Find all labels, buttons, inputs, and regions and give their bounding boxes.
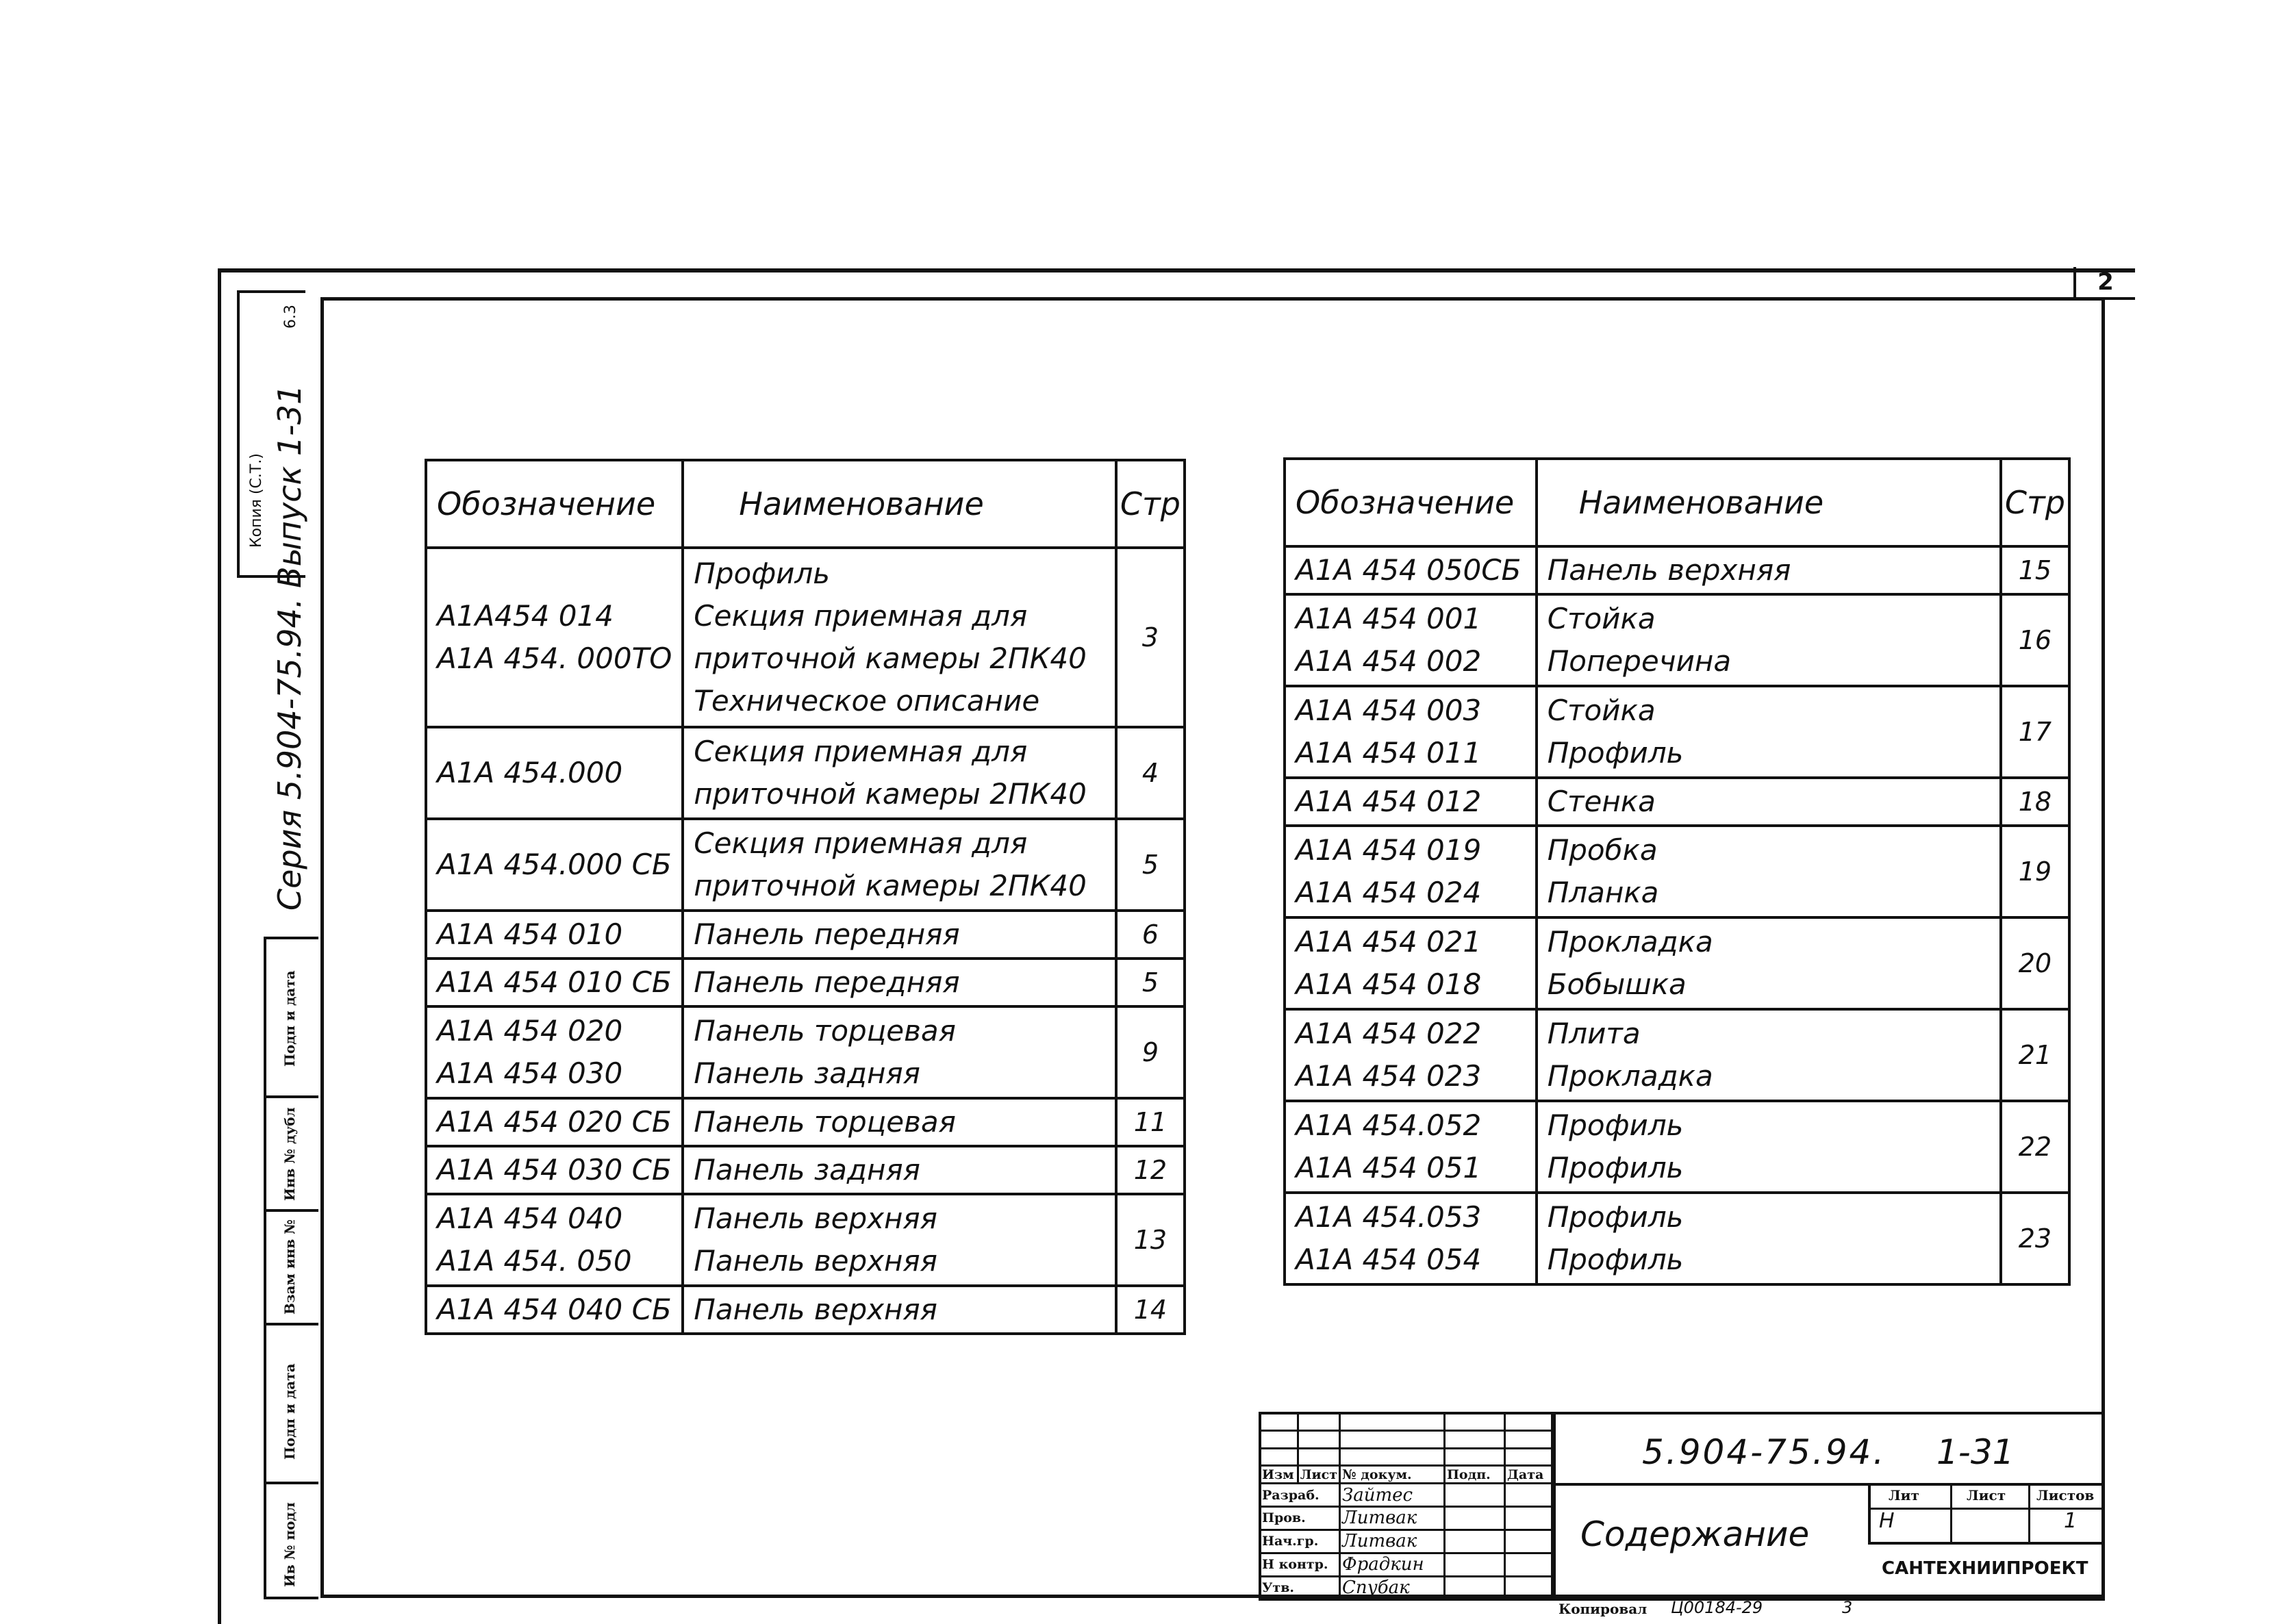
name-text: Профиль — [1547, 1108, 1684, 1142]
cell-designation — [426, 727, 683, 819]
name-text: Профиль — [1547, 1243, 1684, 1276]
cell-page: 22 — [2001, 1101, 2069, 1193]
sheets-label: Листов — [2036, 1487, 2095, 1504]
cell-designation — [426, 911, 683, 959]
cell-name — [1537, 686, 2001, 778]
header-name: Наименование — [683, 460, 1116, 548]
role-date — [1504, 1484, 1552, 1507]
document-code: 5.904-75.94. — [1642, 1432, 1886, 1472]
name-text: Стойка — [1547, 602, 1656, 635]
cell-name — [1537, 778, 2001, 826]
stamp-box-3 — [264, 1209, 318, 1325]
designation-text: А1А 454 021 — [1296, 925, 1482, 959]
role-name: Литвак — [1340, 1530, 1445, 1553]
cell-page: 19 — [2001, 826, 2069, 917]
role-signature — [1444, 1576, 1504, 1599]
cell-page: 6 — [1116, 911, 1185, 959]
designation-text: А1А 454 030 СБ — [437, 1153, 672, 1187]
cell-page: 15 — [2001, 546, 2069, 594]
name-text: Панель передняя — [694, 965, 960, 999]
footer-format: 3 — [1842, 1598, 1853, 1617]
designation-text: А1А 454 018 — [1296, 967, 1482, 1001]
designation-text: А1А 454 020 — [437, 1014, 623, 1048]
role-row — [1260, 1507, 1552, 1530]
name-text: Секция приемная для — [694, 735, 1028, 768]
document-suffix: 1-31 — [1936, 1432, 2015, 1472]
cell-page: 17 — [2001, 686, 2069, 778]
role-label: Разраб. — [1260, 1484, 1340, 1507]
stamp-label-1: Подп и дата — [281, 970, 298, 1067]
cell-name — [683, 1146, 1116, 1194]
name-text: Панель торцевая — [694, 1014, 956, 1048]
cell-designation — [1285, 778, 1537, 826]
cell-designation — [426, 1006, 683, 1098]
cell-page: 12 — [1116, 1146, 1185, 1194]
designation-text: А1А 454 040 СБ — [437, 1293, 672, 1326]
stamp-label-5: Ив № подл — [281, 1502, 298, 1587]
cell-page: 13 — [1116, 1194, 1185, 1286]
stamp-box-4 — [264, 1323, 318, 1484]
sheet-number: 2 — [2073, 267, 2135, 300]
table-row — [426, 548, 1185, 727]
name-text: Панель верхняя — [694, 1293, 937, 1326]
cell-name — [683, 1286, 1116, 1334]
role-signature — [1444, 1507, 1504, 1530]
table-header-row — [426, 460, 1185, 548]
name-text: Профиль — [1547, 736, 1684, 770]
role-row — [1260, 1530, 1552, 1553]
cell-page: 5 — [1116, 819, 1185, 911]
designation-text: А1А 454 011 — [1296, 736, 1482, 770]
table-row — [426, 727, 1185, 819]
role-label: Утв. — [1260, 1576, 1340, 1599]
role-row — [1260, 1576, 1552, 1599]
stamp-box-2 — [264, 1095, 318, 1212]
cell-designation — [426, 819, 683, 911]
name-text: приточной камеры 2ПК40 — [694, 642, 1087, 675]
name-text: Стенка — [1547, 785, 1656, 818]
name-text: Профиль — [1547, 1200, 1684, 1234]
cell-name — [683, 1194, 1116, 1286]
table-row — [1285, 778, 2069, 826]
header-page: Стр — [2001, 459, 2069, 546]
cell-page: 16 — [2001, 594, 2069, 686]
col-list: Лист — [1298, 1466, 1339, 1484]
designation-text: А1А 454 010 СБ — [437, 965, 672, 999]
cell-name — [1537, 546, 2001, 594]
table-row — [1285, 917, 2069, 1009]
cell-page: 23 — [2001, 1193, 2069, 1284]
cell-page: 4 — [1116, 727, 1185, 819]
cell-page: 5 — [1116, 959, 1185, 1006]
cell-name — [683, 1098, 1116, 1146]
cell-page: 3 — [1116, 548, 1185, 727]
cell-name — [1537, 1101, 2001, 1193]
cell-designation — [1285, 1009, 1537, 1101]
designation-text: А1А 454 051 — [1296, 1151, 1482, 1184]
name-text: Техническое описание — [694, 684, 1040, 718]
header-designation: Обозначение — [1285, 459, 1537, 546]
outer-frame-left — [218, 268, 221, 1624]
lit-col-line-1 — [1950, 1483, 1952, 1545]
name-text: Планка — [1547, 876, 1659, 909]
header-page: Стр — [1116, 460, 1185, 548]
role-signature — [1444, 1553, 1504, 1576]
name-text: Панель верхняя — [694, 1202, 937, 1235]
name-text: Панель торцевая — [694, 1105, 956, 1139]
role-date — [1504, 1530, 1552, 1553]
cell-designation — [426, 1098, 683, 1146]
cell-name — [683, 819, 1116, 911]
sheets-value: 1 — [2064, 1509, 2078, 1533]
designation-text: А1А 454.052 — [1296, 1108, 1482, 1142]
cell-designation — [1285, 546, 1537, 594]
role-label: Пров. — [1260, 1507, 1340, 1530]
copy-number: 6.3 — [282, 305, 299, 329]
name-text: Секция приемная для — [694, 599, 1028, 633]
designation-text: А1А 454 050СБ — [1296, 553, 1522, 587]
role-row — [1260, 1484, 1552, 1507]
name-text: приточной камеры 2ПК40 — [694, 869, 1087, 902]
cell-designation — [1285, 1101, 1537, 1193]
cell-name — [1537, 1193, 2001, 1284]
name-text: Стойка — [1547, 694, 1656, 727]
table-row — [426, 959, 1185, 1006]
cell-name — [1537, 1009, 2001, 1101]
cell-designation — [1285, 826, 1537, 917]
cell-name — [683, 548, 1116, 727]
cell-designation — [426, 1146, 683, 1194]
stamp-label-4: Подп и дата — [281, 1363, 298, 1460]
role-signature — [1444, 1530, 1504, 1553]
cell-designation — [1285, 1193, 1537, 1284]
role-name: Фрадкин — [1340, 1553, 1445, 1576]
name-text: Поперечина — [1547, 644, 1732, 678]
table-body-right — [1285, 546, 2069, 1284]
header-name: Наименование — [1537, 459, 2001, 546]
cell-name — [1537, 826, 2001, 917]
name-text: приточной камеры 2ПК40 — [694, 777, 1087, 811]
cell-page: 20 — [2001, 917, 2069, 1009]
role-signature — [1444, 1484, 1504, 1507]
cell-designation — [426, 1286, 683, 1334]
cell-designation — [426, 1194, 683, 1286]
table-row — [1285, 686, 2069, 778]
table-row — [1285, 594, 2069, 686]
role-label: Н контр. — [1260, 1553, 1340, 1576]
role-name: Спубак — [1340, 1576, 1445, 1599]
contents-table-right — [1283, 457, 2071, 1286]
name-text: Панель верхняя — [1547, 553, 1791, 587]
stamp-box-1 — [264, 937, 318, 1098]
title-block — [1259, 1412, 2105, 1601]
designation-text: А1А 454 010 — [437, 917, 623, 951]
copy-label: Копия (С.Т.) — [248, 453, 265, 548]
stamp-label-3: Взам инв № — [281, 1219, 298, 1315]
cell-page: 9 — [1116, 1006, 1185, 1098]
table-row — [1285, 546, 2069, 594]
table-row — [426, 911, 1185, 959]
title-divider-v — [1553, 1412, 1556, 1601]
cell-designation — [1285, 917, 1537, 1009]
cell-name — [683, 959, 1116, 1006]
cell-name — [683, 911, 1116, 959]
outer-frame-top — [218, 268, 2135, 272]
designation-text: А1А 454. 000ТО — [437, 642, 672, 675]
revision-grid — [1259, 1412, 1553, 1601]
table-body-left — [426, 548, 1185, 1334]
designation-text: А1А 454 030 — [437, 1056, 623, 1090]
col-izm: Изм — [1260, 1466, 1298, 1484]
organization: САНТЕХНИИПРОЕКТ — [1882, 1558, 2088, 1579]
designation-text: А1А 454 001 — [1296, 602, 1482, 635]
role-name: Зайтес — [1340, 1484, 1445, 1507]
designation-text: А1А 454.053 — [1296, 1200, 1482, 1234]
cell-name — [1537, 594, 2001, 686]
footer-order: Ц00184-29 — [1671, 1598, 1763, 1617]
cell-name — [683, 1006, 1116, 1098]
cell-designation — [426, 959, 683, 1006]
designation-text: А1А 454 019 — [1296, 833, 1482, 867]
stamp-label-2: Инв № дубл — [281, 1107, 298, 1201]
designation-text: А1А 454. 050 — [437, 1244, 632, 1278]
name-text: Пробка — [1547, 833, 1658, 867]
table-row — [1285, 1193, 2069, 1284]
role-date — [1504, 1553, 1552, 1576]
name-text: Панель задняя — [694, 1056, 920, 1090]
cell-name — [683, 727, 1116, 819]
table-row — [426, 1286, 1185, 1334]
name-text: Плита — [1547, 1017, 1641, 1050]
lit-label: Лит — [1889, 1487, 1919, 1504]
table-row — [1285, 1101, 2069, 1193]
name-text: Панель задняя — [694, 1153, 920, 1187]
roles-body — [1260, 1484, 1552, 1600]
name-text: Секция приемная для — [694, 826, 1028, 860]
table-row — [426, 1006, 1185, 1098]
footer-copy-label: Копировал — [1558, 1601, 1648, 1617]
designation-text: А1А 454 002 — [1296, 644, 1482, 678]
table-row — [426, 1194, 1185, 1286]
designation-text: А1А 454.000 СБ — [437, 848, 672, 881]
role-name: Литвак — [1340, 1507, 1445, 1530]
series-text: Серия 5.904-75.94. Выпуск 1-31 — [271, 384, 308, 911]
lit-value: Н — [1879, 1509, 1895, 1533]
role-label: Нач.гр. — [1260, 1530, 1340, 1553]
role-row — [1260, 1553, 1552, 1576]
col-doc: № докум. — [1340, 1466, 1445, 1484]
document-title: Содержание — [1580, 1514, 1810, 1554]
header-designation: Обозначение — [426, 460, 683, 548]
name-text: Бобышка — [1547, 967, 1687, 1001]
cell-page: 18 — [2001, 778, 2069, 826]
table-row — [426, 819, 1185, 911]
cell-designation — [426, 548, 683, 727]
designation-text: А1А 454 023 — [1296, 1059, 1482, 1093]
designation-text: А1А 454 040 — [437, 1202, 623, 1235]
designation-text: А1А454 014 — [437, 599, 614, 633]
col-sign: Подп. — [1444, 1466, 1504, 1484]
cell-page: 14 — [1116, 1286, 1185, 1334]
cell-page: 21 — [2001, 1009, 2069, 1101]
designation-text: А1А 454 054 — [1296, 1243, 1482, 1276]
designation-text: А1А 454 003 — [1296, 694, 1482, 727]
cell-page: 11 — [1116, 1098, 1185, 1146]
role-date — [1504, 1507, 1552, 1530]
cell-designation — [1285, 594, 1537, 686]
lit-col-line-2 — [2028, 1483, 2030, 1545]
name-text: Прокладка — [1547, 925, 1713, 959]
name-text: Профиль — [694, 557, 831, 590]
table-row — [426, 1146, 1185, 1194]
cell-designation — [1285, 686, 1537, 778]
table-row — [426, 1098, 1185, 1146]
table-header-row — [1285, 459, 2069, 546]
role-date — [1504, 1576, 1552, 1599]
designation-text: А1А 454 024 — [1296, 876, 1482, 909]
designation-text: А1А 454 020 СБ — [437, 1105, 672, 1139]
name-text: Панель передняя — [694, 917, 960, 951]
name-text: Профиль — [1547, 1151, 1684, 1184]
name-text: Панель верхняя — [694, 1244, 937, 1278]
table-row — [1285, 1009, 2069, 1101]
name-text: Прокладка — [1547, 1059, 1713, 1093]
designation-text: А1А 454.000 — [437, 756, 623, 789]
stamp-box-5 — [264, 1482, 318, 1599]
cell-name — [1537, 917, 2001, 1009]
designation-text: А1А 454 012 — [1296, 785, 1482, 818]
designation-text: А1А 454 022 — [1296, 1017, 1482, 1050]
table-row — [1285, 826, 2069, 917]
col-date: Дата — [1504, 1466, 1552, 1484]
contents-table-left — [425, 459, 1186, 1335]
sheet-label: Лист — [1967, 1487, 2006, 1504]
